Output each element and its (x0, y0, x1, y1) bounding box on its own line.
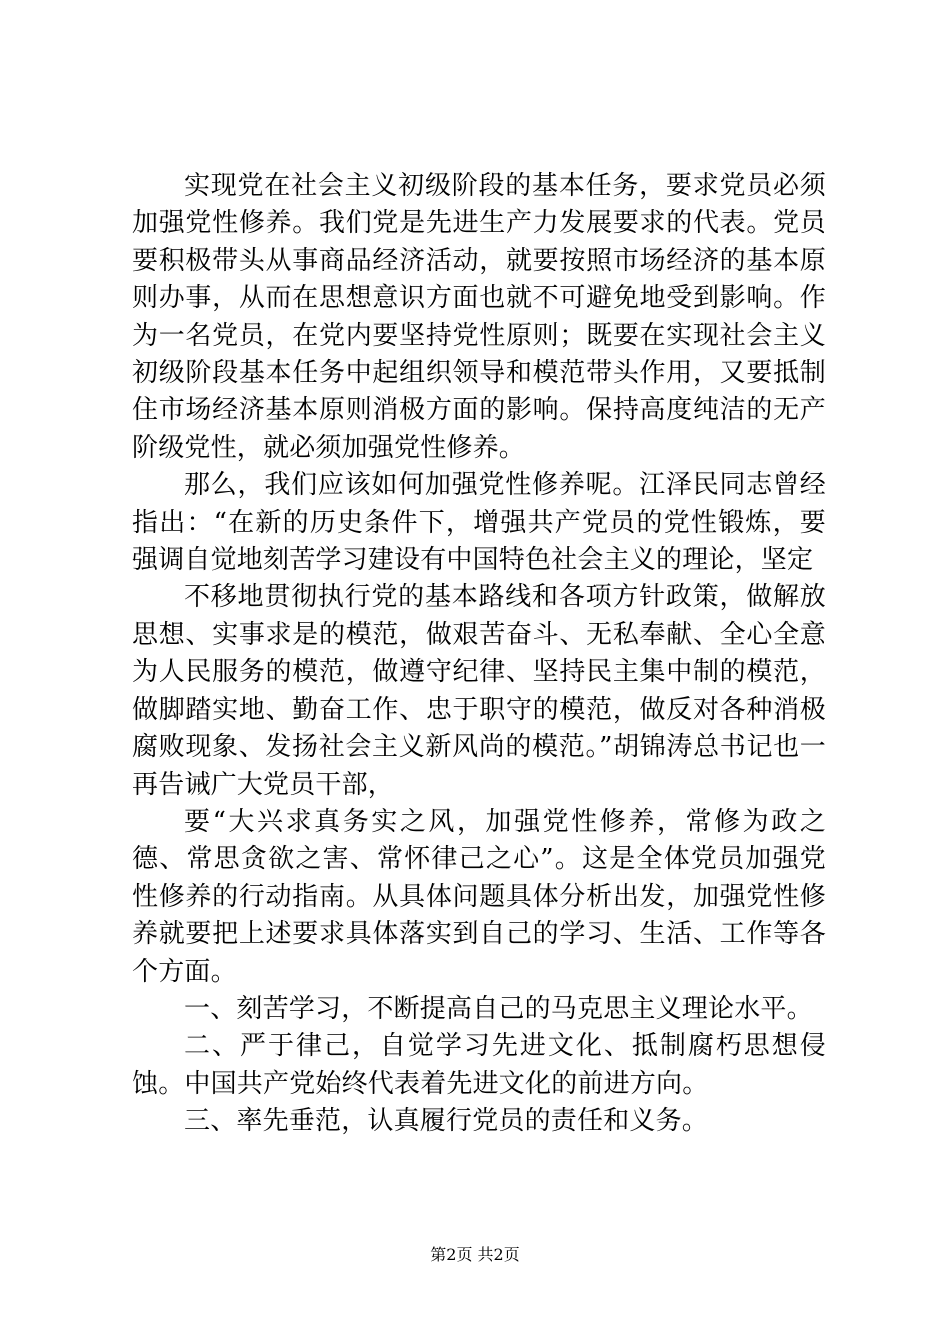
document-body (132, 168, 826, 1141)
paragraph-2: 那么，我们应该如何加强党性修养呢。江泽民同志曾经指出：“在新的历史条件下，增强共产党员的党性锻炼，要强调自觉地刻苦学习建设有中国特色社会主义的理论，坚定 (132, 470, 826, 576)
paragraph-1: 实现党在社会主义初级阶段的基本任务，要求党员必须加强党性修养。我们党是先进生产力发展要求的代表。党员要积极带头从事商品经济活动，就要按照市场经济的基本原则办事，从而在思想意识方面也就不可避免地受到影响。作为一名党员，在党内要坚持党性原则；既要在实现社会主义初级阶段基本任务中起组织领导和模范带头作用，又要抵制住市场经济基本原则消极方面的影响。保持高度纯洁的无产阶级党性，就必须加强党性修养。 (132, 171, 826, 463)
paragraph-4: 要“大兴求真务实之风，加强党性修养，常修为政之德、常思贪欲之害、常怀律己之心”。这是全体党员加强党性修养的行动指南。从具体问题具体分析出发，加强党性修养就要把上述要求具体落实到自己的学习、生活、工作等各个方面。 (132, 806, 826, 987)
page-footer: 第2页 共2页 (430, 1245, 520, 1264)
paragraph-5: 一、刻苦学习，不断提高自己的马克思主义理论水平。 (184, 993, 813, 1024)
paragraph-7: 三、率先垂范，认真履行党员的责任和义务。 (184, 1106, 709, 1137)
paragraph-3: 不移地贯彻执行党的基本路线和各项方针政策，做解放思想、实事求是的模范，做艰苦奋斗、无私奉献、全心全意为人民服务的模范，做遵守纪律、坚持民主集中制的模范，做脚踏实地、勤奋工作、忠于职守的模范，做反对各种消极腐败现象、发扬社会主义新风尚的模范。”胡锦涛总书记也一再告诫广大党员干部， (132, 582, 826, 800)
paragraph-6: 二、严于律己，自觉学习先进文化、抵制腐朽思想侵蚀。中国共产党始终代表着先进文化的前进方向。 (132, 1031, 826, 1099)
